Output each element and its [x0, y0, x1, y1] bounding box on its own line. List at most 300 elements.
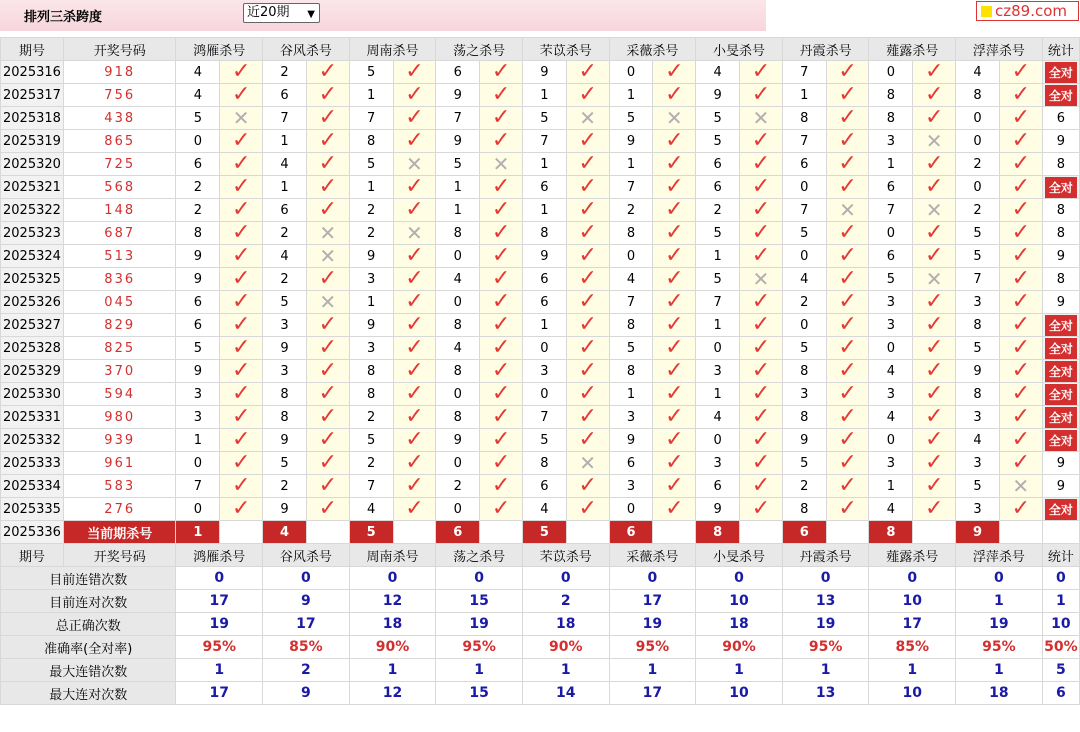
site-logo[interactable] — [976, 1, 1079, 21]
result-mark — [653, 291, 696, 314]
kill-number: 4 — [869, 360, 913, 383]
kill-number: 1 — [869, 153, 913, 176]
kill-number: 6 — [436, 61, 480, 84]
check-icon: ✓ — [838, 497, 857, 521]
stats-value: 19 — [609, 613, 696, 636]
result-mark — [566, 130, 609, 153]
result-mark — [480, 429, 523, 452]
result-mark — [999, 337, 1042, 360]
kill-number: 8 — [956, 314, 1000, 337]
check-icon: ✓ — [751, 451, 771, 475]
kill-number: 3 — [176, 406, 220, 429]
result-mark — [566, 383, 609, 406]
check-icon: ✓ — [405, 359, 424, 383]
kill-number: 1 — [696, 245, 740, 268]
result-mark — [999, 153, 1042, 176]
kill-number: 3 — [609, 475, 653, 498]
result-mark — [913, 268, 956, 291]
kill-number: 0 — [869, 429, 913, 452]
result-mark — [306, 176, 349, 199]
check-icon: ✓ — [318, 382, 338, 406]
kill-number: 6 — [869, 176, 913, 199]
stats-value: 2 — [263, 659, 350, 682]
period-select[interactable] — [243, 3, 320, 23]
result-mark — [566, 222, 609, 245]
check-icon: ✓ — [231, 336, 251, 360]
kill-number: 5 — [436, 153, 480, 176]
kill-number: 3 — [956, 406, 1000, 429]
result-mark — [220, 498, 263, 521]
check-icon: ✓ — [751, 175, 771, 199]
check-icon: ✓ — [578, 336, 597, 360]
result-mark — [220, 314, 263, 337]
stats-value: 13 — [782, 590, 869, 613]
kill-number: 0 — [696, 429, 740, 452]
kill-number: 8 — [782, 360, 826, 383]
result-mark — [826, 452, 869, 475]
stats-value: 0 — [782, 567, 869, 590]
stats-value: 17 — [869, 613, 956, 636]
result-mark — [999, 429, 1042, 452]
stats-value: 1 — [869, 659, 956, 682]
result-mark — [826, 406, 869, 429]
result-mark — [480, 360, 523, 383]
result-mark — [913, 291, 956, 314]
check-icon: ✓ — [838, 60, 857, 84]
all-correct-badge: 全对 — [1045, 361, 1077, 382]
result-mark — [220, 452, 263, 475]
stats-value: 1 — [436, 659, 523, 682]
check-icon: ✓ — [405, 106, 424, 130]
row-stat — [1042, 268, 1079, 291]
stats-value: 0 — [956, 567, 1043, 590]
kill-number: 1 — [349, 291, 393, 314]
check-icon: ✓ — [751, 198, 771, 222]
kill-number: 4 — [522, 498, 566, 521]
table-row — [1, 429, 1080, 452]
check-icon: ✓ — [665, 129, 684, 153]
check-icon: ✓ — [1011, 175, 1031, 199]
check-icon: ✓ — [1011, 336, 1031, 360]
kill-number: 6 — [609, 452, 653, 475]
kill-number: 5 — [263, 452, 307, 475]
check-icon: ✓ — [405, 83, 424, 107]
kill-number: 3 — [263, 314, 307, 337]
result-mark — [220, 153, 263, 176]
kill-number: 3 — [609, 406, 653, 429]
check-icon: ✓ — [924, 497, 944, 521]
stats-value: 90% — [696, 636, 783, 659]
kill-number: 9 — [609, 429, 653, 452]
kill-number: 6 — [696, 475, 740, 498]
result-mark — [913, 199, 956, 222]
check-icon: ✓ — [838, 428, 857, 452]
cross-icon: ✕ — [925, 129, 943, 153]
check-icon: ✓ — [318, 428, 338, 452]
result-mark — [740, 199, 783, 222]
result-mark — [220, 475, 263, 498]
stats-value: 17 — [176, 682, 263, 705]
stats-row — [1, 659, 1080, 682]
cross-icon: ✕ — [579, 106, 597, 130]
result-mark — [653, 199, 696, 222]
check-icon: ✓ — [578, 175, 597, 199]
kill-number: 6 — [522, 268, 566, 291]
kill-number: 0 — [436, 291, 480, 314]
result-mark — [220, 360, 263, 383]
result-mark — [306, 130, 349, 153]
kill-number: 3 — [782, 383, 826, 406]
all-correct-badge: 全对 — [1045, 315, 1077, 336]
kill-number: 9 — [782, 429, 826, 452]
kill-number: 7 — [609, 291, 653, 314]
check-icon: ✓ — [665, 336, 684, 360]
issue-number: 2025331 — [1, 406, 64, 429]
result-mark — [913, 337, 956, 360]
kill-number: 4 — [263, 245, 307, 268]
column-header: 统计 — [1042, 544, 1079, 567]
cross-icon: ✕ — [319, 221, 337, 245]
kill-number: 4 — [782, 268, 826, 291]
kill-number: 7 — [782, 199, 826, 222]
stats-value: 9 — [263, 590, 350, 613]
table-row — [1, 268, 1080, 291]
result-mark — [393, 245, 436, 268]
result-mark — [653, 153, 696, 176]
result-mark — [999, 406, 1042, 429]
result-mark — [220, 406, 263, 429]
result-mark — [653, 222, 696, 245]
logo-square-icon — [981, 6, 992, 17]
check-icon: ✓ — [578, 359, 597, 383]
table-row — [1, 222, 1080, 245]
table-row — [1, 337, 1080, 360]
check-icon: ✓ — [578, 129, 597, 153]
check-icon: ✓ — [491, 221, 511, 245]
check-icon: ✓ — [231, 83, 251, 107]
check-icon: ✓ — [1011, 83, 1031, 107]
result-mark — [740, 130, 783, 153]
result-mark — [566, 314, 609, 337]
result-mark — [480, 337, 523, 360]
kill-number: 5 — [869, 268, 913, 291]
kill-number: 3 — [869, 383, 913, 406]
check-icon: ✓ — [578, 267, 597, 291]
kill-number: 2 — [956, 199, 1000, 222]
stats-value: 0 — [176, 567, 263, 590]
check-icon: ✓ — [924, 152, 944, 176]
stats-value: 18 — [349, 613, 436, 636]
stats-value: 17 — [263, 613, 350, 636]
stats-value: 0 — [263, 567, 350, 590]
stats-value: 1 — [522, 659, 609, 682]
stats-value: 18 — [522, 613, 609, 636]
kill-number: 2 — [263, 61, 307, 84]
kill-number: 0 — [782, 314, 826, 337]
draw-number: 583 — [63, 475, 176, 498]
check-icon: ✓ — [665, 244, 684, 268]
check-icon: ✓ — [231, 175, 251, 199]
kill-number: 0 — [522, 337, 566, 360]
kill-number: 5 — [522, 429, 566, 452]
check-icon: ✓ — [405, 405, 424, 429]
check-icon: ✓ — [318, 359, 338, 383]
row-stat — [1042, 429, 1079, 452]
result-mark — [220, 61, 263, 84]
check-icon: ✓ — [1011, 60, 1031, 84]
result-mark — [306, 153, 349, 176]
table-row — [1, 314, 1080, 337]
current-blank — [393, 521, 436, 544]
check-icon: ✓ — [578, 221, 597, 245]
result-mark — [306, 337, 349, 360]
check-icon: ✓ — [1011, 267, 1031, 291]
result-mark — [999, 130, 1042, 153]
result-mark — [393, 314, 436, 337]
result-mark — [999, 268, 1042, 291]
kill-number: 9 — [436, 130, 480, 153]
kill-number: 8 — [956, 383, 1000, 406]
check-icon: ✓ — [231, 129, 251, 153]
kill-number: 0 — [869, 337, 913, 360]
check-icon: ✓ — [924, 221, 944, 245]
check-icon: ✓ — [491, 451, 511, 475]
column-header: 谷风杀号 — [263, 38, 350, 61]
kill-number: 0 — [956, 107, 1000, 130]
result-mark — [306, 245, 349, 268]
kill-number: 8 — [436, 406, 480, 429]
kill-number: 4 — [263, 153, 307, 176]
kill-number: 8 — [869, 107, 913, 130]
check-icon: ✓ — [491, 244, 511, 268]
stats-value: 90% — [349, 636, 436, 659]
kill-number: 5 — [696, 222, 740, 245]
result-mark — [653, 360, 696, 383]
check-icon: ✓ — [491, 83, 511, 107]
kill-number: 1 — [869, 475, 913, 498]
stats-value: 1 — [782, 659, 869, 682]
all-correct-badge: 全对 — [1045, 62, 1077, 83]
correct-count: 9 — [1056, 133, 1065, 149]
check-icon: ✓ — [665, 359, 684, 383]
result-mark — [740, 337, 783, 360]
result-mark — [653, 84, 696, 107]
check-icon: ✓ — [318, 152, 338, 176]
column-header: 薤露杀号 — [869, 38, 956, 61]
stats-value: 1 — [176, 659, 263, 682]
cross-icon: ✕ — [232, 106, 250, 130]
result-mark — [999, 498, 1042, 521]
check-icon: ✓ — [231, 221, 251, 245]
check-icon: ✓ — [578, 290, 597, 314]
kill-number: 5 — [782, 452, 826, 475]
check-icon: ✓ — [405, 451, 424, 475]
check-icon: ✓ — [924, 451, 944, 475]
kill-number: 1 — [782, 84, 826, 107]
page-title: 排列三杀跨度 — [24, 10, 103, 25]
table-row — [1, 360, 1080, 383]
result-mark — [653, 383, 696, 406]
check-icon: ✓ — [578, 313, 597, 337]
check-icon: ✓ — [924, 83, 944, 107]
stats-value: 19 — [782, 613, 869, 636]
cross-icon: ✕ — [925, 198, 943, 222]
result-mark — [826, 176, 869, 199]
check-icon: ✓ — [1011, 428, 1031, 452]
column-header: 开奖号码 — [63, 38, 176, 61]
row-stat — [1042, 245, 1079, 268]
issue-number: 2025327 — [1, 314, 64, 337]
current-kill-number: 5 — [522, 521, 566, 544]
check-icon: ✓ — [1011, 382, 1031, 406]
check-icon: ✓ — [1011, 106, 1031, 130]
table-row — [1, 383, 1080, 406]
correct-count: 9 — [1056, 294, 1065, 310]
check-icon: ✓ — [491, 198, 511, 222]
result-mark — [653, 268, 696, 291]
result-mark — [220, 84, 263, 107]
result-mark — [220, 337, 263, 360]
kill-number: 6 — [782, 153, 826, 176]
result-mark — [913, 452, 956, 475]
result-mark — [220, 176, 263, 199]
issue-number: 2025318 — [1, 107, 64, 130]
stats-value: 10 — [696, 590, 783, 613]
kill-number: 9 — [956, 360, 1000, 383]
stats-value: 17 — [609, 682, 696, 705]
kill-number: 7 — [696, 291, 740, 314]
stats-row — [1, 636, 1080, 659]
stats-value: 17 — [609, 590, 696, 613]
draw-number: 568 — [63, 176, 176, 199]
current-kill-number: 5 — [349, 521, 393, 544]
kill-number: 8 — [956, 84, 1000, 107]
issue-number: 2025320 — [1, 153, 64, 176]
check-icon: ✓ — [838, 313, 857, 337]
result-mark — [393, 84, 436, 107]
table-row — [1, 107, 1080, 130]
result-mark — [220, 291, 263, 314]
stats-value: 1 — [956, 659, 1043, 682]
kill-number: 3 — [869, 314, 913, 337]
check-icon: ✓ — [838, 290, 857, 314]
kill-number: 2 — [176, 176, 220, 199]
draw-number: 829 — [63, 314, 176, 337]
kill-number: 7 — [609, 176, 653, 199]
stats-value: 12 — [349, 590, 436, 613]
current-blank — [306, 521, 349, 544]
column-header: 丹霞杀号 — [782, 544, 869, 567]
kill-number: 5 — [176, 107, 220, 130]
result-mark — [826, 291, 869, 314]
check-icon: ✓ — [1011, 290, 1031, 314]
kill-number: 1 — [436, 199, 480, 222]
kill-number: 6 — [696, 153, 740, 176]
check-icon: ✓ — [491, 60, 511, 84]
kill-number: 4 — [869, 498, 913, 521]
kill-number: 0 — [609, 498, 653, 521]
result-mark — [826, 337, 869, 360]
column-header: 浮萍杀号 — [956, 38, 1043, 61]
correct-count: 8 — [1056, 156, 1065, 172]
kill-number: 0 — [956, 130, 1000, 153]
kill-number: 0 — [176, 130, 220, 153]
check-icon: ✓ — [1011, 313, 1031, 337]
check-icon: ✓ — [838, 244, 857, 268]
check-icon: ✓ — [838, 382, 857, 406]
stats-value: 0 — [1042, 567, 1079, 590]
result-mark — [740, 291, 783, 314]
draw-number: 594 — [63, 383, 176, 406]
current-kill-number: 6 — [609, 521, 653, 544]
kill-number: 0 — [436, 498, 480, 521]
check-icon: ✓ — [231, 359, 251, 383]
result-mark — [653, 176, 696, 199]
check-icon: ✓ — [231, 382, 251, 406]
stats-value: 2 — [522, 590, 609, 613]
current-blank — [740, 521, 783, 544]
check-icon: ✓ — [665, 83, 684, 107]
result-mark — [740, 406, 783, 429]
check-icon: ✓ — [491, 497, 511, 521]
result-mark — [740, 84, 783, 107]
table-row — [1, 130, 1080, 153]
stats-value: 12 — [349, 682, 436, 705]
check-icon: ✓ — [231, 60, 251, 84]
result-mark — [999, 291, 1042, 314]
result-mark — [999, 176, 1042, 199]
check-icon: ✓ — [491, 313, 511, 337]
check-icon: ✓ — [751, 290, 771, 314]
kill-number: 2 — [263, 222, 307, 245]
kill-number: 5 — [956, 475, 1000, 498]
check-icon: ✓ — [491, 474, 511, 498]
check-icon: ✓ — [578, 244, 597, 268]
check-icon: ✓ — [665, 428, 684, 452]
result-mark — [220, 199, 263, 222]
kill-number: 5 — [782, 337, 826, 360]
result-mark — [826, 245, 869, 268]
result-mark — [306, 107, 349, 130]
result-mark — [999, 245, 1042, 268]
check-icon: ✓ — [665, 382, 684, 406]
result-mark — [913, 383, 956, 406]
check-icon: ✓ — [578, 382, 597, 406]
row-stat — [1042, 222, 1079, 245]
kill-number: 0 — [782, 245, 826, 268]
stats-row — [1, 590, 1080, 613]
stats-value: 10 — [869, 590, 956, 613]
correct-count: 8 — [1056, 202, 1065, 218]
row-stat — [1042, 199, 1079, 222]
result-mark — [393, 153, 436, 176]
kill-number: 8 — [349, 383, 393, 406]
draw-number: 276 — [63, 498, 176, 521]
kill-number: 9 — [263, 498, 307, 521]
check-icon: ✓ — [665, 290, 684, 314]
stats-value: 10 — [696, 682, 783, 705]
cross-icon: ✕ — [1012, 474, 1030, 498]
stats-value: 0 — [869, 567, 956, 590]
check-icon: ✓ — [491, 428, 511, 452]
current-kill-number: 6 — [782, 521, 826, 544]
check-icon: ✓ — [318, 405, 338, 429]
kill-number: 0 — [436, 383, 480, 406]
check-icon: ✓ — [924, 175, 944, 199]
result-mark — [913, 475, 956, 498]
kill-number: 1 — [263, 130, 307, 153]
check-icon: ✓ — [838, 474, 857, 498]
